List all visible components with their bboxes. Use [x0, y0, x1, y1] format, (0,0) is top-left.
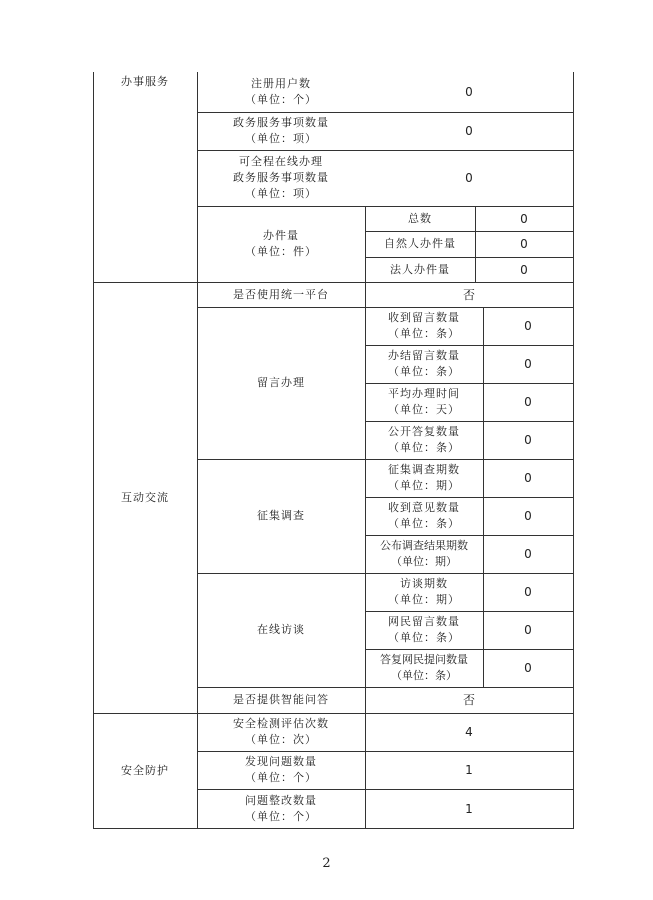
grid-line [365, 383, 573, 384]
value-text: 0 [524, 319, 532, 333]
item-label: 是否提供智能问答 [233, 693, 329, 706]
sub-label-text: 总数 [408, 211, 432, 225]
sub-label [365, 497, 483, 535]
item-issues-found [197, 751, 365, 789]
value-text: 0 [520, 262, 528, 277]
sub-value [483, 573, 573, 611]
group-online-interview [197, 573, 365, 687]
value-text: 0 [524, 357, 532, 371]
grid-line [93, 282, 573, 283]
item-value [365, 150, 573, 206]
grid-line [197, 307, 573, 308]
sub-label-text: 访谈期数 [400, 577, 448, 590]
sub-value [483, 459, 573, 497]
sub-label-text: 收到留言数量 [388, 311, 460, 324]
grid-line [365, 611, 573, 612]
category-label: 办事服务 [121, 75, 169, 88]
item-unit: （单位：次） [245, 733, 317, 746]
value-text: 0 [520, 237, 528, 251]
item-online-service-count [197, 150, 365, 206]
item-security-checks [197, 713, 365, 751]
sub-label [365, 535, 483, 573]
sub-label [365, 307, 483, 345]
sub-value [483, 535, 573, 573]
value-text: 0 [524, 509, 532, 523]
value-text: 1 [465, 763, 473, 777]
sub-label [365, 649, 483, 687]
grid-line [197, 72, 198, 829]
item-label: 注册用户数 [251, 77, 311, 90]
grid-line [197, 150, 573, 151]
value-text: 0 [524, 547, 532, 561]
sub-label [365, 257, 475, 282]
sub-unit: （单位：期） [391, 555, 457, 568]
category-label: 安全防护 [121, 764, 169, 777]
item-label: 发现问题数量 [245, 755, 317, 768]
value-text: 4 [465, 725, 473, 739]
item-service-count [197, 112, 365, 150]
item-value [365, 751, 573, 789]
sub-label-text: 公布调查结果期数 [380, 539, 468, 552]
sub-label-text: 自然人办件量 [384, 237, 456, 250]
sub-unit: （单位：期） [388, 479, 460, 492]
grid-line [365, 282, 366, 713]
value-text: 0 [524, 395, 532, 409]
grid-line [197, 687, 573, 688]
grid-line [365, 649, 573, 650]
sub-label-text: 网民留言数量 [388, 615, 460, 628]
sub-label [365, 573, 483, 611]
grid-line [365, 535, 573, 536]
item-label: 问题整改数量 [245, 794, 317, 807]
sub-unit: （单位：条） [388, 365, 460, 378]
value-text: 0 [465, 171, 473, 185]
sub-value [475, 257, 573, 282]
grid-line [365, 497, 573, 498]
sub-value [483, 421, 573, 459]
group-solicitation-survey [197, 459, 365, 573]
value-text: 0 [524, 661, 532, 675]
item-value [365, 112, 573, 150]
sub-unit: （单位：期） [388, 593, 460, 606]
item-label: 是否使用统一平台 [233, 287, 329, 301]
grid-line [365, 231, 573, 232]
grid-line [197, 573, 573, 574]
sub-value [475, 231, 573, 257]
grid-line [197, 751, 573, 752]
sub-label [365, 611, 483, 649]
item-unit: （单位：项） [245, 132, 317, 145]
grid-line [365, 713, 366, 829]
value-text: 0 [524, 623, 532, 637]
sub-label [365, 421, 483, 459]
item-value [365, 713, 573, 751]
group-label: 征集调查 [257, 509, 305, 522]
item-value [365, 72, 573, 112]
value-text: 0 [465, 124, 473, 138]
item-label: 安全检测评估次数 [233, 717, 329, 730]
value-text: 0 [520, 211, 528, 226]
grid-line [365, 257, 573, 258]
value-text: 否 [462, 693, 475, 707]
item-value [365, 282, 573, 307]
sub-unit: （单位：条） [388, 327, 460, 340]
group-label: 留言办理 [257, 376, 305, 389]
sub-label-text: 公开答复数量 [388, 425, 460, 438]
item-unit: （单位：个） [245, 93, 317, 106]
item-value [365, 687, 573, 713]
value-text: 0 [524, 585, 532, 599]
item-value [365, 789, 573, 829]
sub-label-text: 征集调查期数 [388, 463, 460, 476]
grid-line [197, 206, 573, 207]
sub-label [365, 383, 483, 421]
sub-unit: （单位：条） [388, 631, 460, 644]
item-label-line2: 政务服务事项数量 [233, 171, 329, 184]
sub-value [483, 611, 573, 649]
sub-label [365, 345, 483, 383]
value-text: 1 [465, 802, 473, 816]
item-issues-fixed [197, 789, 365, 829]
item-unit: （单位：个） [245, 810, 317, 823]
grid-line [197, 459, 573, 460]
value-text: 否 [462, 287, 475, 302]
sub-unit: （单位：天） [388, 403, 460, 416]
value-text: 0 [524, 471, 532, 485]
sub-unit: （单位：条） [391, 669, 457, 682]
category-label: 互动交流 [121, 490, 169, 504]
item-registered-users [197, 72, 365, 112]
item-label: 可全程在线办理 [239, 155, 323, 168]
sub-label-text: 法人办件量 [390, 262, 450, 276]
sub-value [483, 383, 573, 421]
item-cases [197, 206, 365, 282]
grid-line [93, 828, 574, 829]
category-service [93, 72, 197, 282]
grid-line [475, 206, 476, 282]
item-smart-qa [197, 687, 365, 713]
sub-label-text: 答复网民提问数量 [380, 653, 468, 666]
grid-line [365, 421, 573, 422]
sub-label [365, 206, 475, 231]
item-unified-platform [197, 282, 365, 307]
sub-label [365, 459, 483, 497]
grid-line [573, 72, 574, 829]
sub-label-text: 收到意见数量 [388, 501, 460, 514]
sub-unit: （单位：条） [388, 517, 460, 530]
grid-line [93, 713, 573, 714]
category-interaction [93, 282, 197, 713]
grid-line [197, 112, 573, 113]
sub-value [483, 649, 573, 687]
value-text: 0 [524, 433, 532, 447]
item-unit: （单位：项） [245, 187, 317, 200]
sub-value [483, 345, 573, 383]
item-unit: （单位：个） [245, 771, 317, 784]
item-label: 办件量 [263, 229, 299, 242]
category-security [93, 713, 197, 829]
value-text: 0 [465, 85, 473, 99]
sub-label [365, 231, 475, 257]
group-label: 在线访谈 [257, 623, 305, 636]
sub-unit: （单位：条） [388, 441, 460, 454]
sub-label-text: 平均办理时间 [388, 387, 460, 400]
grid-line [197, 789, 573, 790]
page-number: 2 [322, 856, 331, 871]
group-message-handling [197, 307, 365, 459]
grid-line [483, 307, 484, 687]
item-unit: （单位：件） [245, 245, 317, 258]
grid-line [365, 206, 366, 282]
grid-line [93, 72, 94, 829]
sub-value [483, 497, 573, 535]
sub-value [475, 206, 573, 231]
sub-label-text: 办结留言数量 [388, 349, 460, 362]
grid-line [365, 345, 573, 346]
sub-value [483, 307, 573, 345]
item-label: 政务服务事项数量 [233, 116, 329, 129]
